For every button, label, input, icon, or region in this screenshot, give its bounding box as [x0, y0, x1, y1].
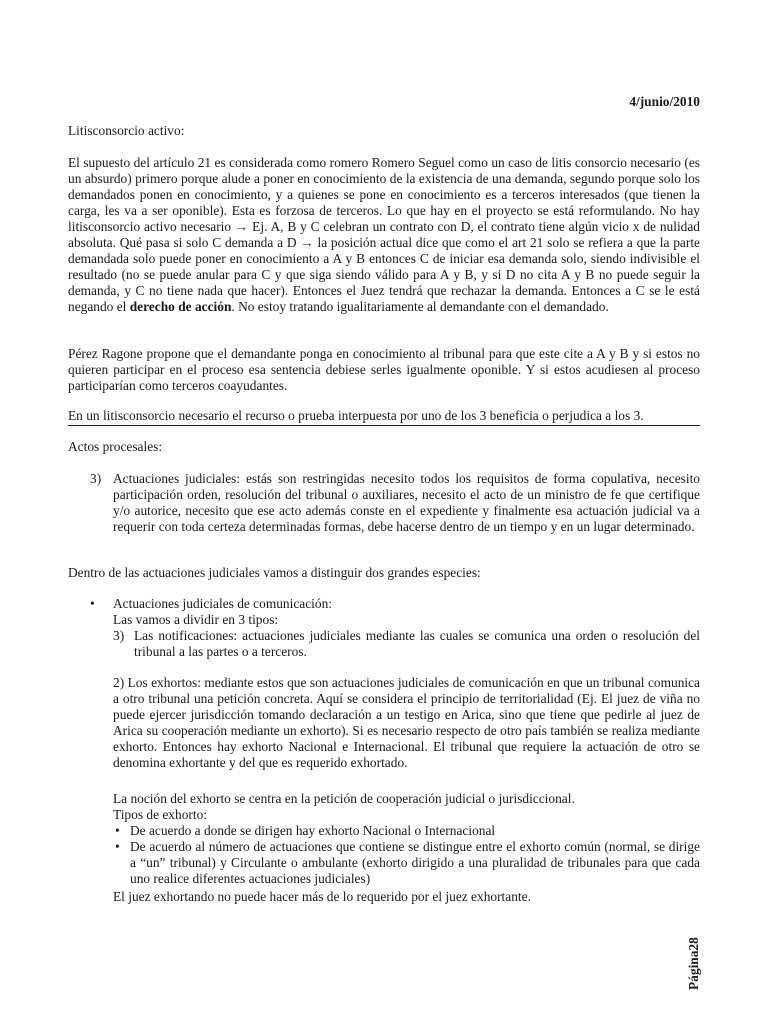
- paragraph-litisconsorcio-necesario: En un litisconsorcio necesario el recurso o prueba interpuesta por uno de los 3 beneficia o perjudica a los 3.: [68, 408, 644, 423]
- bullet-marker: •: [115, 823, 120, 838]
- paragraph-articulo-21: [68, 155, 700, 315]
- paragraph-dos-especies: Dentro de las actuaciones judiciales vamos a distinguir dos grandes especies:: [68, 565, 481, 580]
- paragraph-text: El supuesto del artículo 21 es considerada como romero Romero Seguel como un caso de litis consorcio necesario (es un absurdo) primero porque alude a poner en conocimiento de la existencia de una demanda, segundo porque solo los demandados ponen en conocimiento, y a quienes se pone en conocimiento es a terceros interesados (que tienen la carga, les va a ser oponible). Esta es forzosa de terceros. Lo que hay en el proyecto se está reformulando. No hay litisconsorcio activo necesario → Ej. A, B y C celebran un contrato con D, el contrato tiene algún vicio x de nulidad absoluta. Qué pasa si solo C demanda a D → la posición actual dice que como el art 21 solo se refiera a que la parte demandada solo puede poner en conocimiento a A y B entonces C de iniciar esa demanda solo, siendo indivisible el resultado (no se puede anular para C y que siga siendo válido para A y B, y si D no cita A y B no puede seguir la demanda, y C no tiene nada que hacer). Entonces el Juez tendrá que rechazar la demanda. Entonces a C se le está negando el: [68, 155, 700, 314]
- document-page: [68, 0, 700, 1024]
- tipo-exhorto-circulante: De acuerdo al número de actuaciones que contiene se distingue entre el exhorto común (normal, se dirige a “un” tribunal) y Circulante o ambulante (exhorto dirigido a una pluralidad de tribunales para que cada uno realice diferentes actuaciones judiciales): [130, 839, 700, 886]
- paragraph-nocion-exhorto: La noción del exhorto se centra en la petición de cooperación judicial o jurisdiccional.: [113, 791, 575, 806]
- document-date: 4/junio/2010: [629, 94, 700, 109]
- heading-actos-procesales: Actos procesales:: [68, 439, 163, 454]
- bullet-comunicacion-sub: Las vamos a dividir en 3 tipos:: [113, 612, 279, 627]
- paragraph-perez-ragone: Pérez Ragone propone que el demandante ponga en conocimiento al tribunal para que este cite a A y B y si estos no quieren participar en el proceso esa sentencia debiese serles igualmente oponible. Y si estos acudiesen al proceso participarían como terceros coayudantes.: [68, 346, 700, 393]
- bold-term: derecho de acción: [129, 299, 232, 314]
- paragraph-text: . No estoy tratando igualitariamente al demandante con el demandado.: [231, 299, 609, 314]
- list-number: 3): [113, 628, 125, 643]
- bullet-marker: •: [115, 839, 120, 854]
- item-notificaciones: Las notificaciones: actuaciones judiciales mediante las cuales se comunica una orden o resolución del tribunal a las partes o a terceros.: [134, 628, 700, 659]
- heading-tipos-exhorto: Tipos de exhorto:: [113, 807, 207, 822]
- heading-litisconsorcio: Litisconsorcio activo:: [68, 123, 185, 138]
- divider: [68, 425, 700, 426]
- paragraph-exhortos: 2) Los exhortos: mediante estos que son actuaciones judiciales de comunicación en que un tribunal comunica a otro tribunal una petición concreta. Aquí se considera el principio de territorialidad (Ej. El juez de viña no puede ejercer jurisdicción tomando declaración a un testigo en Arica, sino que tiene que pedirle al juez de Arica su cooperación mediante un exhorto). Si es necesario respecto de otro país también se realiza mediante exhorto. Entonces hay exhorto Nacional e Internacional. El tribunal que requiere la actuación de otro se denomina exhortante y del que es requerido exhortado.: [113, 675, 700, 770]
- bullet-comunicacion-title: Actuaciones judiciales de comunicación:: [113, 596, 333, 611]
- item-actuaciones-judiciales: Actuaciones judiciales: estás son restringidas necesito todos los requisitos de forma copulativa, necesito participación orden, resolución del tribunal o auxiliares, necesito el acto de un ministro de fe que certifique y/o autorice, necesito que ese acto además conste en el expediente y finalmente esa actuación judicial va a requerir con toda certeza determinadas formas, debe hacerse dentro de un tiempo y en un lugar determinado.: [113, 471, 700, 534]
- paragraph-juez-exhortando: El juez exhortando no puede hacer más de lo requerido por el juez exhortante.: [113, 889, 531, 904]
- page-number: Página28: [686, 937, 701, 990]
- tipo-exhorto-nacional: De acuerdo a donde se dirigen hay exhorto Nacional o Internacional: [130, 823, 496, 838]
- list-number: 3): [90, 471, 102, 486]
- bullet-marker: •: [90, 596, 95, 611]
